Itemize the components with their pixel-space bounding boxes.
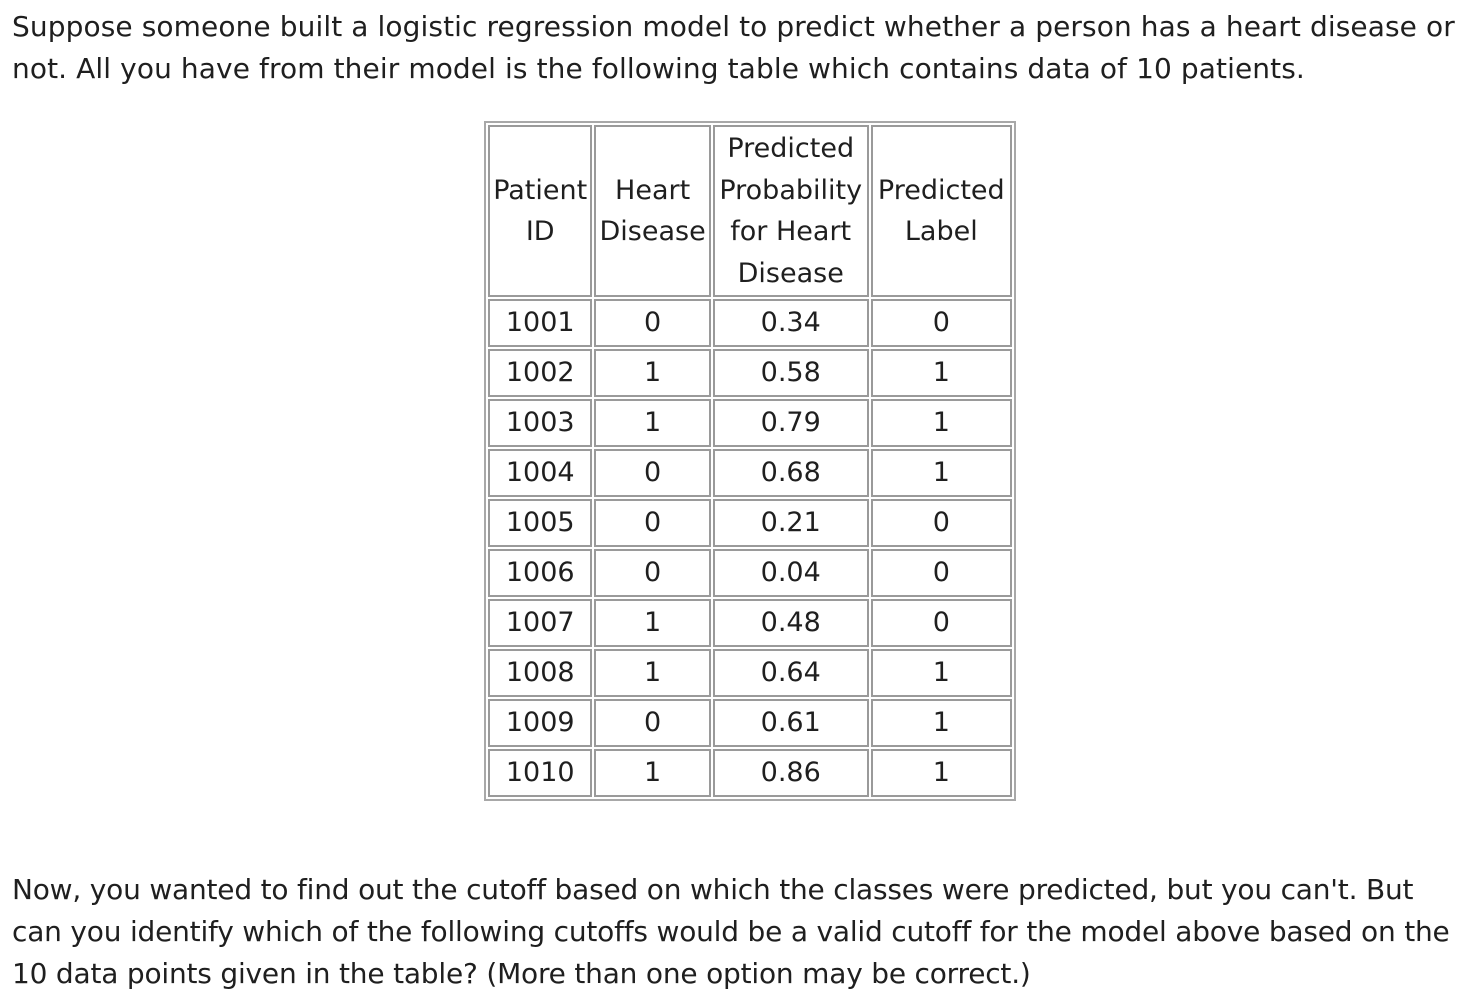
cell-heart-disease: 1 [594, 599, 710, 647]
cell-predicted-probability: 0.58 [713, 349, 869, 397]
table-row [488, 299, 1012, 347]
cell-predicted-label: 1 [871, 449, 1012, 497]
prompt-line: can you identify which of the following cutoffs would be a valid cutoff for the model above based on the [12, 915, 1450, 948]
cell-heart-disease: 1 [594, 749, 710, 797]
table-row [488, 499, 1012, 547]
table-row [488, 599, 1012, 647]
cell-heart-disease: 0 [594, 699, 710, 747]
prompt-line: 10 data points given in the table? (More than one option may be correct.) [12, 957, 1031, 990]
cell-heart-disease: 1 [594, 349, 710, 397]
cell-predicted-probability: 0.86 [713, 749, 869, 797]
header-line: Probability [719, 174, 863, 206]
cell-heart-disease: 0 [594, 549, 710, 597]
table-row [488, 549, 1012, 597]
header-line: Predicted [727, 133, 855, 164]
cell-predicted-label: 0 [871, 549, 1012, 597]
prompt-line: Now, you wanted to find out the cutoff based on which the classes were predicted, but you can't. But [12, 873, 1414, 906]
table-row [488, 749, 1012, 797]
cell-predicted-label: 1 [871, 749, 1012, 797]
patient-data-table [484, 121, 1016, 801]
header-line: for Heart [730, 216, 852, 247]
cell-patient-id: 1001 [488, 299, 592, 347]
intro-line: Suppose someone built a logistic regression model to predict whether a person has a heart disease or [12, 10, 1455, 43]
table-row [488, 649, 1012, 697]
cell-heart-disease: 0 [594, 299, 710, 347]
header-line: ID [525, 216, 555, 247]
header-heart-disease [594, 125, 710, 297]
cell-patient-id: 1008 [488, 649, 592, 697]
table-row [488, 399, 1012, 447]
header-line: Predicted [877, 174, 1005, 206]
cell-predicted-label: 1 [871, 399, 1012, 447]
cell-predicted-probability: 0.04 [713, 549, 869, 597]
cell-predicted-label: 1 [871, 349, 1012, 397]
cell-predicted-probability: 0.48 [713, 599, 869, 647]
cell-predicted-label: 0 [871, 599, 1012, 647]
cell-patient-id: 1004 [488, 449, 592, 497]
cell-patient-id: 1007 [488, 599, 592, 647]
cell-predicted-probability: 0.34 [713, 299, 869, 347]
cell-predicted-probability: 0.61 [713, 699, 869, 747]
cell-predicted-probability: 0.68 [713, 449, 869, 497]
header-line: Disease [737, 257, 844, 289]
header-line: Label [904, 216, 978, 247]
question-intro [12, 6, 1472, 90]
cell-predicted-label: 1 [871, 699, 1012, 747]
question-prompt [12, 869, 1480, 995]
cell-patient-id: 1003 [488, 399, 592, 447]
cell-patient-id: 1002 [488, 349, 592, 397]
table-body [488, 299, 1012, 797]
cell-heart-disease: 0 [594, 449, 710, 497]
table-row [488, 699, 1012, 747]
cell-heart-disease: 0 [594, 499, 710, 547]
cell-predicted-probability: 0.21 [713, 499, 869, 547]
intro-line: not. All you have from their model is the following table which contains data of 10 patients. [12, 52, 1305, 85]
cell-predicted-label: 1 [871, 649, 1012, 697]
cell-predicted-probability: 0.64 [713, 649, 869, 697]
cell-heart-disease: 1 [594, 649, 710, 697]
cell-patient-id: 1009 [488, 699, 592, 747]
cell-patient-id: 1006 [488, 549, 592, 597]
cell-heart-disease: 1 [594, 399, 710, 447]
header-predicted-probability [713, 125, 869, 297]
cell-predicted-probability: 0.79 [713, 399, 869, 447]
table-row [488, 349, 1012, 397]
table-row [488, 449, 1012, 497]
cell-predicted-label: 0 [871, 299, 1012, 347]
header-line: Patient [493, 174, 588, 206]
header-line: Heart [615, 174, 691, 206]
table-header-row [488, 125, 1012, 297]
cell-patient-id: 1005 [488, 499, 592, 547]
header-line: Disease [599, 216, 706, 247]
header-predicted-label [871, 125, 1012, 297]
cell-patient-id: 1010 [488, 749, 592, 797]
cell-predicted-label: 0 [871, 499, 1012, 547]
header-patient-id [488, 125, 592, 297]
